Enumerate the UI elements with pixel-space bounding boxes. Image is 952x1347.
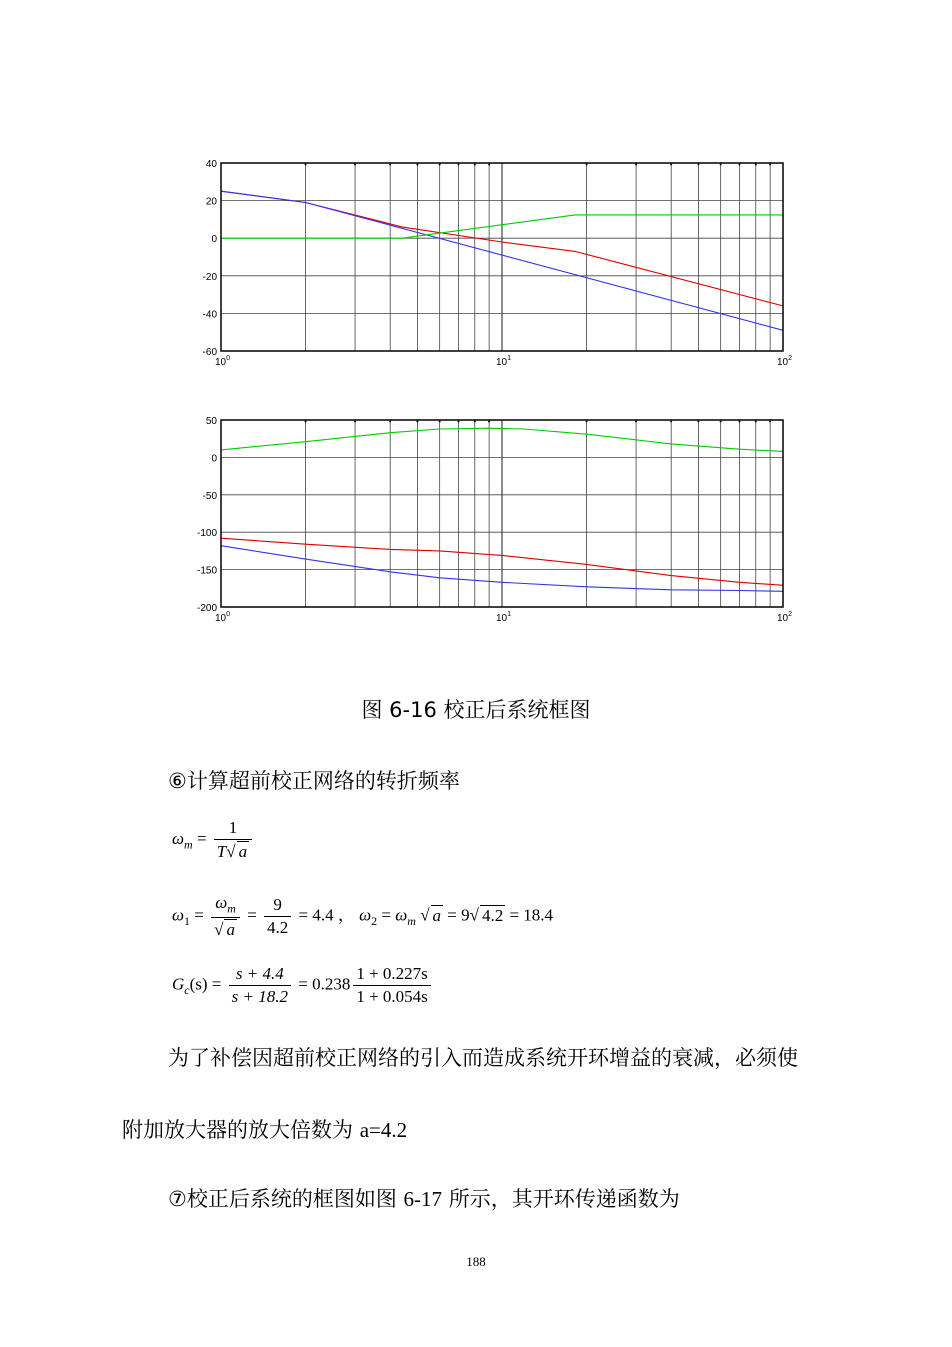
figure-caption: 图 6-16 校正后系统框图: [361, 698, 591, 722]
fraction-1-over-t-sqrt-a: [214, 818, 252, 862]
tick-mark: [488, 421, 490, 423]
omega-2-sub: 2: [371, 914, 378, 928]
tick-mark: [670, 421, 672, 423]
gain-factor: = 0.238: [298, 974, 351, 994]
y-tick-label: 50: [205, 416, 217, 427]
tick-mark: [720, 421, 722, 423]
y-tick-label: -100: [196, 528, 217, 540]
sqrt-4-2: 4.2: [481, 905, 504, 925]
gain-value: a=4.2: [359, 1118, 408, 1142]
t-symbol: T: [216, 842, 227, 861]
tick-mark: [488, 164, 490, 166]
tick-mark: [416, 164, 418, 166]
omega-m-numerator: ω: [215, 893, 228, 912]
formula-gc: [172, 964, 434, 1007]
tick-mark: [697, 164, 699, 166]
tick-mark: [755, 164, 757, 166]
omega-1-symbol: ω: [172, 905, 185, 925]
fraction-omega-m-over-sqrt-a: [211, 893, 240, 940]
y-tick-label: 0: [211, 453, 217, 465]
x-tick-label: $10^1$: [496, 355, 512, 368]
omega-m-symbol: ω: [172, 828, 185, 848]
sqrt-a: a: [432, 905, 442, 925]
omega-2-result: = 18.4: [509, 905, 554, 925]
tick-mark: [416, 421, 418, 423]
tick-mark: [389, 164, 391, 166]
x-tick-label: $10^0$: [215, 355, 231, 368]
tick-mark: [354, 164, 356, 166]
fraction-denominator: s + 18.2: [231, 987, 288, 1006]
fraction-denominator: 1 + 0.054s: [356, 987, 428, 1006]
tick-mark: [474, 421, 476, 423]
fraction-numerator: s + 4.4: [229, 964, 291, 986]
y-tick-label: -60: [202, 347, 217, 358]
omega-m-sub: m: [407, 914, 416, 928]
step-7-text-c: 所示，其开环传递函数为: [442, 1187, 680, 1211]
omega-1-result: = 4.4: [298, 905, 334, 925]
y-tick-label: -40: [202, 309, 217, 321]
tick-mark: [635, 421, 637, 423]
tick-mark: [755, 421, 757, 423]
step-6-heading: ⑥计算超前校正网络的转折频率: [168, 769, 460, 793]
fraction-9-over-4-2: [264, 895, 291, 938]
sqrt-a: a: [226, 920, 235, 940]
omega-m-numerator-sub: m: [227, 901, 236, 916]
tick-mark: [354, 421, 356, 423]
x-tick-label: $10^2$: [777, 611, 793, 624]
tick-mark: [720, 164, 722, 166]
tick-mark: [769, 164, 771, 166]
fraction-numerator: 1 + 0.227s: [353, 964, 430, 986]
step-7-heading: [168, 1183, 680, 1213]
page-number: 188: [466, 1254, 486, 1269]
tick-mark: [738, 421, 740, 423]
g-symbol: G: [172, 974, 185, 994]
y-tick-label: -20: [202, 271, 217, 283]
y-tick-label: -150: [196, 565, 217, 577]
y-tick-label: -50: [202, 490, 217, 502]
y-tick-label: 0: [211, 234, 217, 246]
fraction-numerator: 9: [264, 895, 291, 917]
separator: ，: [337, 905, 355, 926]
x-tick-label: $10^2$: [777, 355, 793, 368]
x-tick-label: $10^1$: [496, 611, 512, 624]
paragraph-line-2-text: 附加放大器的放大倍数为: [122, 1118, 360, 1142]
tick-mark: [670, 164, 672, 166]
formula-omega-m: $\omega_m$ = $\frac{1}{T√ a}$: [172, 818, 255, 862]
gc-argument: (s) =: [189, 974, 222, 994]
paragraph-line-2: [122, 1114, 407, 1144]
tick-mark: [439, 164, 441, 166]
formula-omega-1-omega-2: $\omega_1$ = $\frac{\omega_m}{√ a}$ = $\frac{9}{4.2}$ = 4.4 ， $\omega_2 = \omega_m$ √ a = 9√ 4.2 = 18.4: [172, 893, 554, 940]
omega-2-symbol: ω: [359, 905, 372, 925]
tick-mark: [305, 421, 307, 423]
times-9: = 9: [447, 905, 470, 925]
bode-plots: [0, 0, 952, 640]
fraction-time-constants: [353, 964, 430, 1007]
tick-mark: [586, 164, 588, 166]
tick-mark: [769, 421, 771, 423]
fraction-s-terms: [229, 964, 291, 1007]
y-tick-label: 20: [205, 196, 217, 208]
equals-sign: =: [381, 905, 391, 925]
fraction-numerator: [211, 893, 240, 918]
y-tick-label: -200: [196, 603, 217, 614]
tick-mark: [457, 421, 459, 423]
tick-mark: [457, 164, 459, 166]
omega-m-sub: m: [184, 837, 193, 852]
tick-mark: [439, 421, 441, 423]
omega-1-sub: 1: [184, 914, 191, 928]
y-tick-label: 40: [205, 159, 217, 170]
tick-mark: [635, 164, 637, 166]
tick-mark: [389, 421, 391, 423]
tick-mark: [305, 164, 307, 166]
fraction-denominator: 4.2: [267, 918, 289, 938]
g-sub: c: [184, 982, 190, 997]
fraction-numerator: 1: [214, 818, 252, 840]
paragraph-line-1: 为了补偿因超前校正网络的引入而造成系统开环增益的衰减，必须使: [168, 1046, 798, 1070]
figure-ref: 6-17: [403, 1187, 443, 1211]
fraction-denominator: T√ a: [216, 842, 248, 861]
omega-m-symbol: ω: [395, 905, 408, 925]
tick-mark: [586, 421, 588, 423]
sqrt-a: a: [238, 842, 248, 861]
tick-mark: [474, 164, 476, 166]
x-tick-label: $10^0$: [215, 611, 231, 624]
tick-mark: [697, 421, 699, 423]
step-7-text-a: ⑦校正后系统的框图如图: [168, 1187, 404, 1211]
tick-mark: [738, 164, 740, 166]
fraction-denominator: √ a: [214, 920, 235, 940]
